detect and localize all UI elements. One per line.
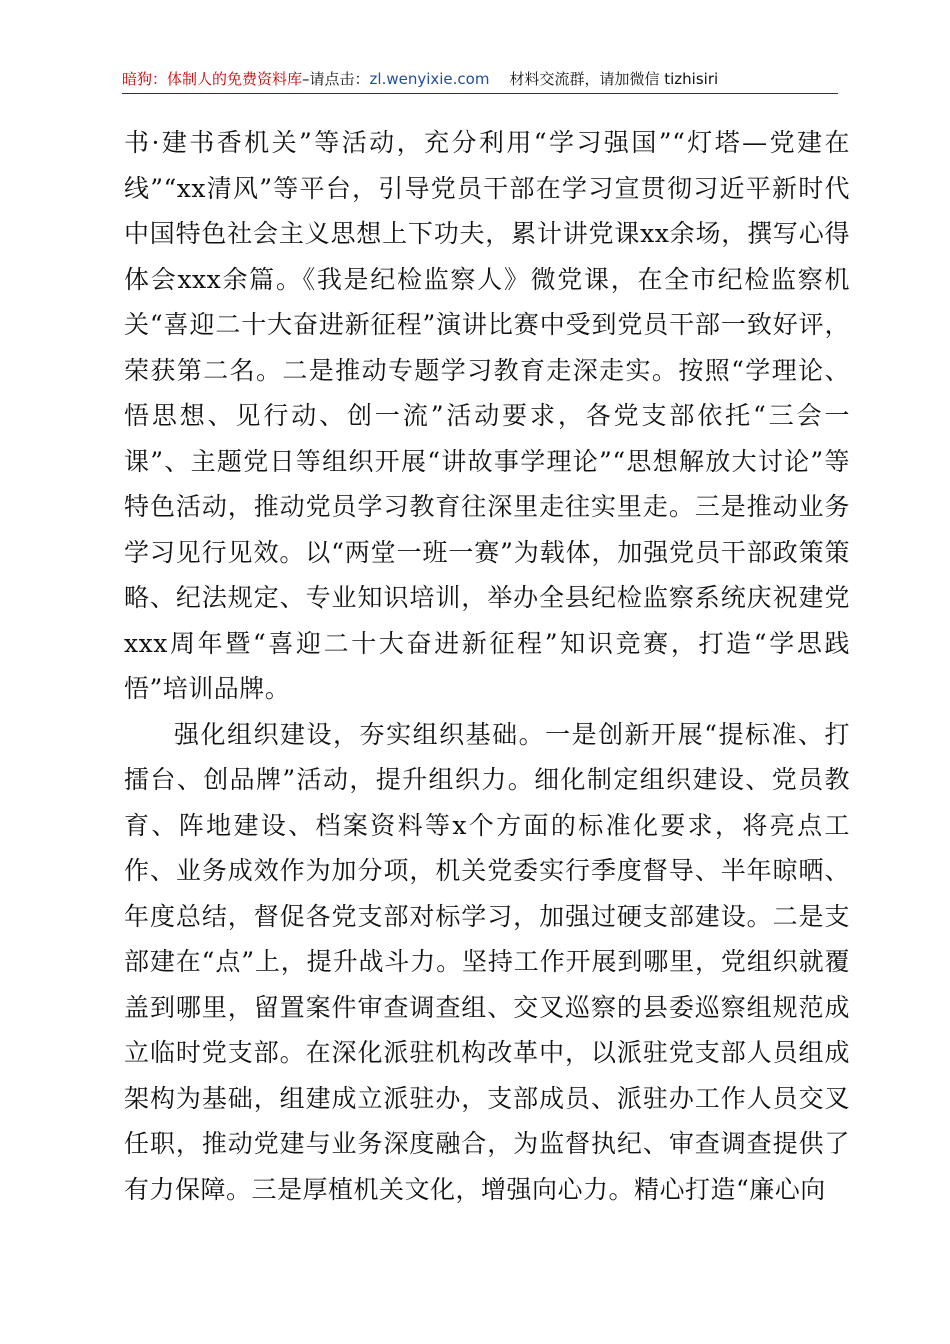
header-url-link[interactable]: zl.wenyixie.com (369, 70, 490, 88)
header-wechat-note: 材料交流群，请加微信 tizhisiri (509, 70, 719, 88)
page-header (122, 66, 838, 92)
header-divider (122, 93, 838, 94)
header-site-name: 暗狗：体制人的免费资料库 (122, 70, 303, 88)
header-click-prompt: –请点击： (302, 70, 370, 88)
document-body (124, 120, 850, 1212)
paragraph-continued: 书·建书香机关”等活动，充分利用“学习强国”“灯塔—党建在线”“xx清风”等平台，引导党员干部在学习宣贯彻习近平新时代中国特色社会主义思想上下功夫，累计讲党课xx余场，撰写心得体会xxx余篇。《我是纪检监察人》微党课，在全市纪检监察机关“喜迎二十大奋进新征程”演讲比赛中受到党员干部一致好评，荣获第二名。二是推动专题学习教育走深走实。按照“学理论、悟思想、见行动、创一流”活动要求，各党支部依托“三会一课”、主题党日等组织开展“讲故事学理论”“思想解放大讨论”等特色活动，推动党员学习教育往深里走往实里走。三是推动业务学习见行见效。以“两堂一班一赛”为载体，加强党员干部政策策略、纪法规定、专业知识培训，举办全县纪检监察系统庆祝建党xxx周年暨“喜迎二十大奋进新征程”知识竞赛，打造“学思践悟”培训品牌。 (124, 128, 850, 703)
paragraph-organization-building: 强化组织建设，夯实组织基础。一是创新开展“提标准、打擂台、创品牌”活动，提升组织力。细化制定组织建设、党员教育、阵地建设、档案资料等x个方面的标准化要求，将亮点工作、业务成效作为加分项，机关党委实行季度督导、半年晾晒、年度总结，督促各党支部对标学习，加强过硬支部建设。二是支部建在“点”上，提升战斗力。坚持工作开展到哪里，党组织就覆盖到哪里，留置案件审查调查组、交叉巡察的县委巡察组规范成立临时党支部。在深化派驻机构改革中，以派驻党支部人员组成架构为基础，组建成立派驻办，支部成员、派驻办工作人员交叉任职，推动党建与业务深度融合，为监督执纪、审查调查提供了有力保障。三是厚植机关文化，增强向心力。精心打造“廉心向 (124, 719, 850, 1204)
